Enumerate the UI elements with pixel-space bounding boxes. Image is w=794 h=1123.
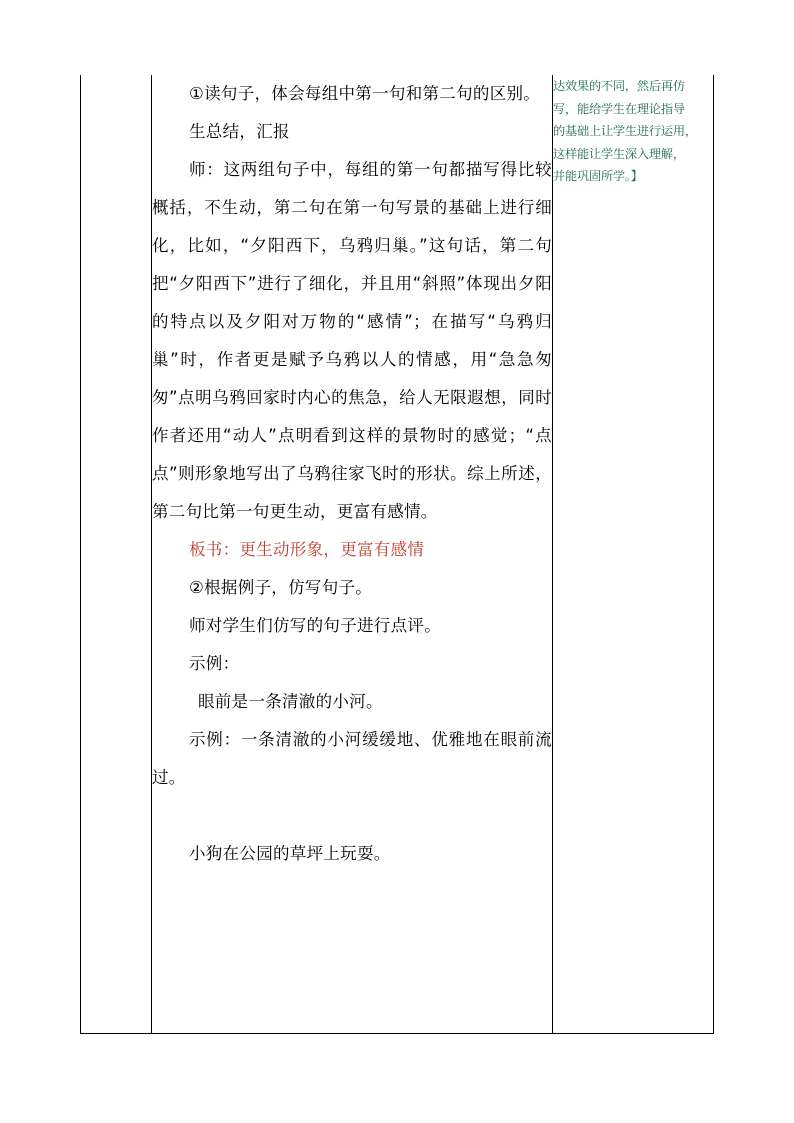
lesson-content-cell xyxy=(152,75,552,873)
paragraph-example-label: 示例： xyxy=(189,654,240,673)
design-note-cell xyxy=(553,75,713,188)
note-line: 达效果的不同，然后再仿 xyxy=(553,79,685,93)
paragraph-practice-sentence: 小狗在公园的草坪上玩耍。 xyxy=(189,844,391,863)
paragraph-teacher-explanation: 师：这两组句子中，每组的第一句都描写得比较概括，不生动，第二句在第一句写景的基础上进行细化，比如，“夕阳西下，乌鸦归巢。”这句话，第二句把“夕阳西下”进行了细化，并且用“斜照”体现出夕阳的特点以及夕阳对万物的“感情”；在描写“乌鸦归巢”时，作者更是赋予乌鸦以人的情感，用“急急匆匆”点明乌鸦回家时内心的焦急，给人无限遐想，同时作者还用“动人”点明看到这样的景物时的感觉；“点点”则形象地写出了乌鸦往家飞时的形状。综上所述，第二句比第一句更生动，更富有感情。 xyxy=(152,160,552,521)
note-line: 并能巩固所学。】 xyxy=(553,169,643,183)
paragraph-imitate-sentences: ②根据例子，仿写句子。 xyxy=(189,578,373,597)
table-border-left xyxy=(80,75,81,1034)
paragraph-example-answer: 示例：一条清澈的小河缓缓地、优雅地在眼前流过。 xyxy=(152,730,552,787)
note-line: 这样能让学生深入理解， xyxy=(553,146,685,161)
paragraph-teacher-comment: 师对学生们仿写的句子进行点评。 xyxy=(189,616,441,635)
note-line: 的基础上让学生进行运用， xyxy=(553,124,697,138)
table-border-col2 xyxy=(552,75,553,1034)
paragraph-example-sentence: 眼前是一条清澈的小河。 xyxy=(198,692,383,711)
paragraph-board-writing: 板书：更生动形象，更富有感情 xyxy=(189,540,425,559)
paragraph-student-summary: 生总结，汇报 xyxy=(189,122,290,141)
blank-line xyxy=(152,797,552,835)
table-border-bottom xyxy=(80,1033,714,1034)
note-line: 写，能给学生在理论指导 xyxy=(553,101,685,116)
table-border-right xyxy=(713,75,714,1034)
paragraph-read-sentences: ①读句子，体会每组中第一句和第二句的区别。 xyxy=(189,84,541,103)
